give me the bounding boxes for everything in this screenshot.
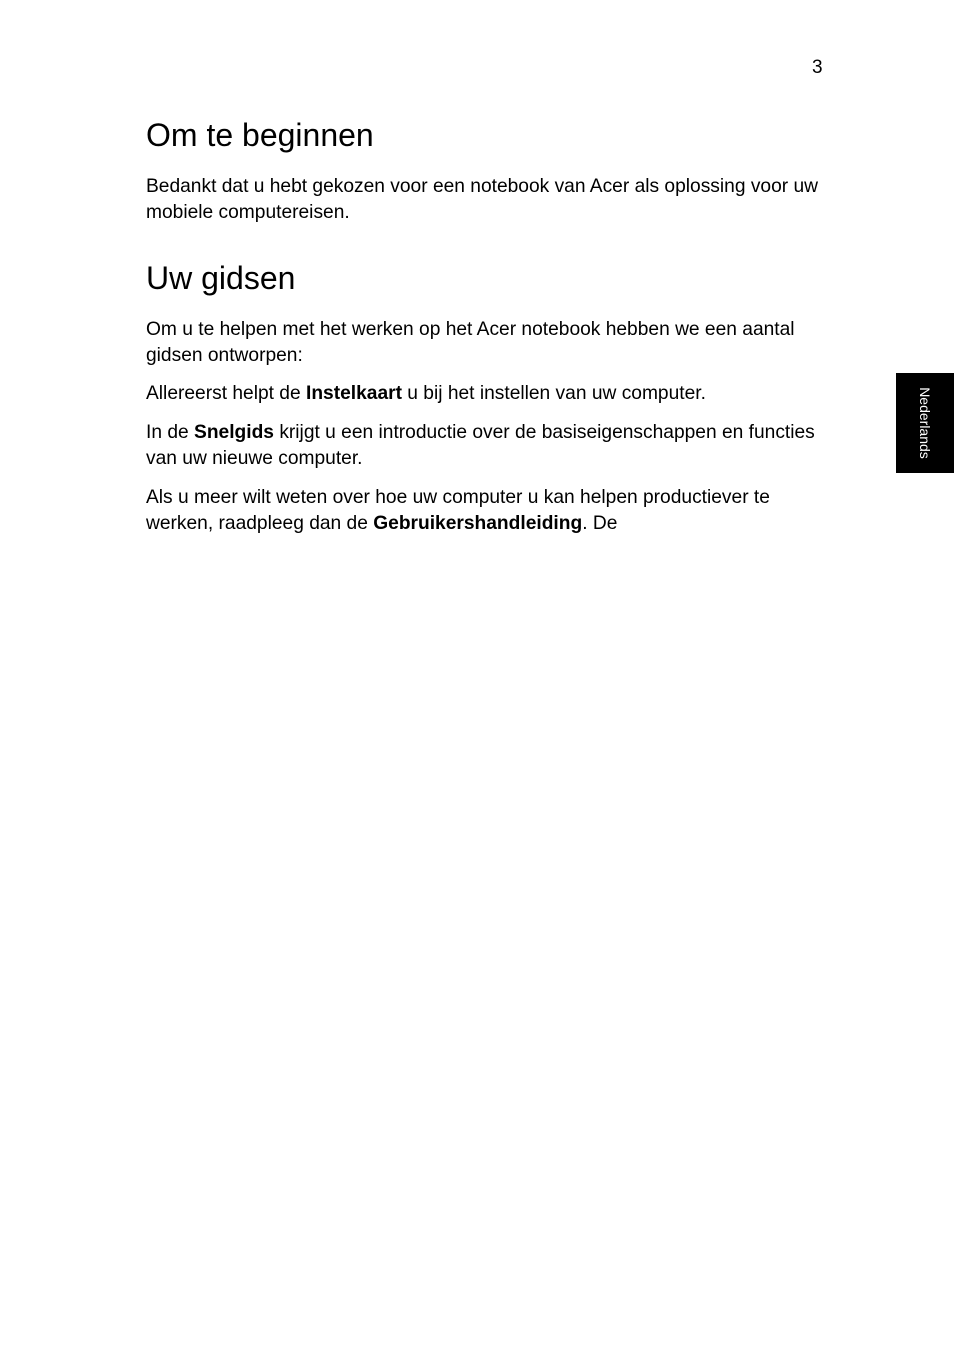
page-number: 3 bbox=[812, 57, 823, 78]
intro-paragraph: Bedankt dat u hebt gekozen voor een notebook van Acer als oplossing voor uw mobiele computereisen. bbox=[146, 176, 819, 223]
manual-text-after: . De bbox=[582, 512, 618, 534]
setup-card-paragraph bbox=[146, 381, 836, 407]
quick-guide-term: Snelgids bbox=[194, 422, 274, 443]
manual-text-before: Als u meer wilt weten over hoe uw computer u kan helpen productiever te werken, raadpleeg dan de bbox=[146, 487, 770, 534]
quick-guide-paragraph bbox=[146, 420, 836, 471]
section-title-uw-gidsen: Uw gidsen bbox=[146, 260, 296, 296]
language-side-tab bbox=[896, 373, 954, 473]
language-side-tab-label: Nederlands bbox=[917, 387, 933, 459]
user-manual-term: Gebruikershandleiding bbox=[373, 512, 583, 534]
section-title-om-te-beginnen: Om te beginnen bbox=[146, 117, 374, 153]
setup-text-before: Allereerst helpt de bbox=[146, 383, 306, 404]
setup-card-term: Instelkaart bbox=[305, 383, 402, 404]
quick-text-after: krijgt u een introductie over de basiseigenschappen en functies van uw nieuwe computer. bbox=[146, 422, 815, 469]
quick-text-before: In de bbox=[146, 422, 195, 443]
user-manual-paragraph bbox=[146, 485, 836, 536]
guides-intro-paragraph: Om u te helpen met het werken op het Acer notebook hebben we een aantal gidsen ontworpen: bbox=[146, 319, 795, 366]
setup-text-after: u bij het instellen van uw computer. bbox=[401, 383, 706, 404]
